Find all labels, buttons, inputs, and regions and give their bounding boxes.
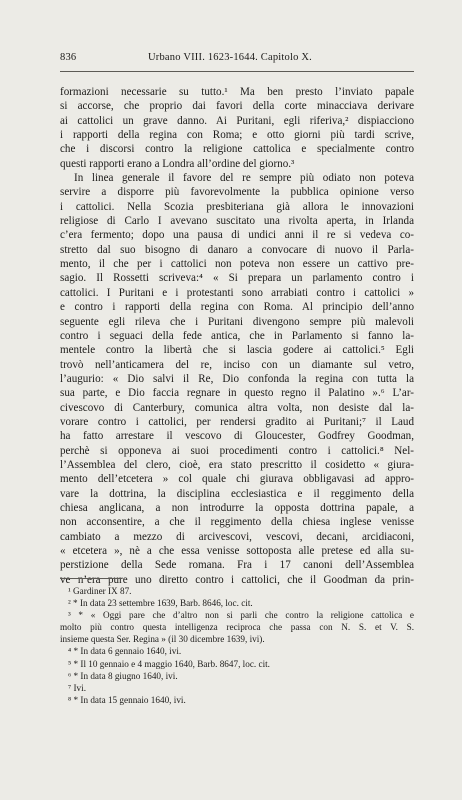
body-line: chiesa anglicana, a non introdurre la opposta dottrina papale, a bbox=[60, 501, 414, 514]
page-number: 836 bbox=[60, 52, 77, 63]
body-line: non acconsentire, a che il reggimento della chiesa inglese venisse bbox=[60, 516, 414, 529]
body-line: civescovo di Canterbury, comunica altra volta, non desiste dal la- bbox=[60, 401, 414, 414]
footnote-line: ⁸ * In data 15 gennaio 1640, ivi. bbox=[68, 694, 186, 705]
body-line: formazioni necessarie su tutto.¹ Ma ben presto l’inviato papale bbox=[60, 86, 414, 98]
body-line: mento dell’etcetera » col quale chi giurava obbligavasi ad appro- bbox=[60, 473, 414, 486]
body-line: « etcetera », nè a che essa venisse sottoposta alle pretese ed alla su- bbox=[60, 545, 414, 557]
footnote-line: molto più contro questa intelligenza reciproca che passa con N. S. et V. S. bbox=[60, 622, 414, 633]
body-line: perchè si opponeva ai suoi procedimenti contro i cattolici.⁸ Nel- bbox=[60, 444, 414, 457]
footnote-rule bbox=[60, 578, 122, 579]
body-line: In linea generale il favore del re sempre più odiato non poteva bbox=[74, 172, 414, 185]
body-line: i cattolici. Nella Scozia presbiteriana già allora le innovazioni bbox=[60, 200, 414, 213]
header-rule bbox=[60, 71, 414, 72]
footnote-line: ⁶ * In data 8 giugno 1640, ivi. bbox=[68, 670, 178, 681]
body-line: e contro i rapporti della regina con Roma. Al principio dell’anno bbox=[60, 301, 414, 314]
body-line: servire a disporre più favorevolmente la pubblica opinione verso bbox=[60, 186, 414, 199]
body-line: sua parte, e Dio faccia regnare in questo regno il Palatino ».⁶ L’ar- bbox=[60, 387, 414, 400]
body-line: religiose di Carlo I avevano suscitato una rivolta aperta, in Irlanda bbox=[60, 215, 414, 228]
body-line: seguente egli rileva che i Puritani divengono sempre più malevoli bbox=[60, 315, 414, 328]
body-line: ai cattolici un grave danno. Ai Puritani, egli riferiva,² dispiacciono bbox=[60, 114, 414, 127]
body-line: mentele contro la libertà che si lascia godere ai cattolici.⁵ Egli bbox=[60, 344, 414, 357]
body-line: che i discorsi contro la religione cattolica e specialmente contro bbox=[60, 143, 414, 156]
footnote-line: ³ * « Oggi pare che d’altro non si parli che contro la religione cattolica e bbox=[68, 610, 414, 621]
body-line: mento, il che per i cattolici non poteva non essere un cattivo pre- bbox=[60, 258, 414, 271]
body-line: stretto dal suo bisogno di danaro a convocare di nuovo il Parla- bbox=[60, 243, 414, 256]
footnote-line: ⁴ * In data 6 gennaio 1640, ivi. bbox=[68, 646, 182, 657]
footnote-line: ¹ Gardiner IX 87. bbox=[68, 586, 132, 596]
body-line: l’Assemblea del clero, cioè, era stato prescritto il cosidetto « giura- bbox=[60, 458, 414, 471]
body-line: questi rapporti erano a Londra all’ordine del giorno.³ bbox=[60, 157, 295, 170]
body-line: cattolici. I Puritani e i protestanti sono arrabiati contro i cattolici » bbox=[60, 286, 414, 299]
body-line: trovò nell’anticamera del re, inciso con un diamante sul vetro, bbox=[60, 358, 414, 371]
footnote-line: ⁵ * Il 10 gennaio e 4 maggio 1640, Barb. 8647, loc. cit. bbox=[68, 658, 270, 669]
body-line: c’era fermento; dopo una pausa di undici anni il re si vedeva co- bbox=[60, 229, 414, 242]
body-text bbox=[60, 85, 414, 587]
body-line: si accorse, che proprio dai favori della corte minacciava derivare bbox=[60, 100, 414, 113]
body-line: cambiato a mezzo di arcivescovi, vescovi, decani, arcidiaconi, bbox=[60, 530, 414, 543]
body-line: perstizione della Sede romana. Fra i 17 canoni dell’Assemblea bbox=[60, 559, 414, 572]
footnote-line: insieme questa Ser. Regina » (il 30 dicembre 1639, ivi). bbox=[60, 634, 265, 645]
footnote-line: ² * In data 23 settembre 1639, Barb. 8646, loc. cit. bbox=[68, 598, 253, 609]
body-line: contro i seguaci della fede antica, che in Parlamento si fanno la- bbox=[60, 329, 414, 342]
body-line: vare la dottrina, la disciplina ecclesiastica e il reggimento della bbox=[60, 487, 414, 500]
running-title: Urbano VIII. 1623-1644. Capitolo X. bbox=[148, 52, 312, 63]
footnote-line: ⁷ Ivi. bbox=[68, 682, 87, 693]
body-line: ha fatto arrestare il vescovo di Gloucester, Godfrey Goodman, bbox=[60, 430, 414, 443]
body-line: i rapporti della regina con Roma; e otto giorni più tardi scrive, bbox=[60, 129, 414, 142]
footnotes bbox=[60, 585, 414, 706]
body-line: sagio. Il Rossetti scriveva:⁴ « Si prepara un parlamento contro i bbox=[60, 272, 414, 285]
body-line: vorare contro i cattolici, per rendersi gradito ai Puritani;⁷ il Laud bbox=[60, 415, 414, 428]
body-line: ve n’era pure uno diretto contro i cattolici, che il Goodman da prin- bbox=[60, 573, 414, 586]
body-line: l’augurio: « Dio salvi il Re, Dio confonda la regina con tutta la bbox=[60, 372, 414, 385]
